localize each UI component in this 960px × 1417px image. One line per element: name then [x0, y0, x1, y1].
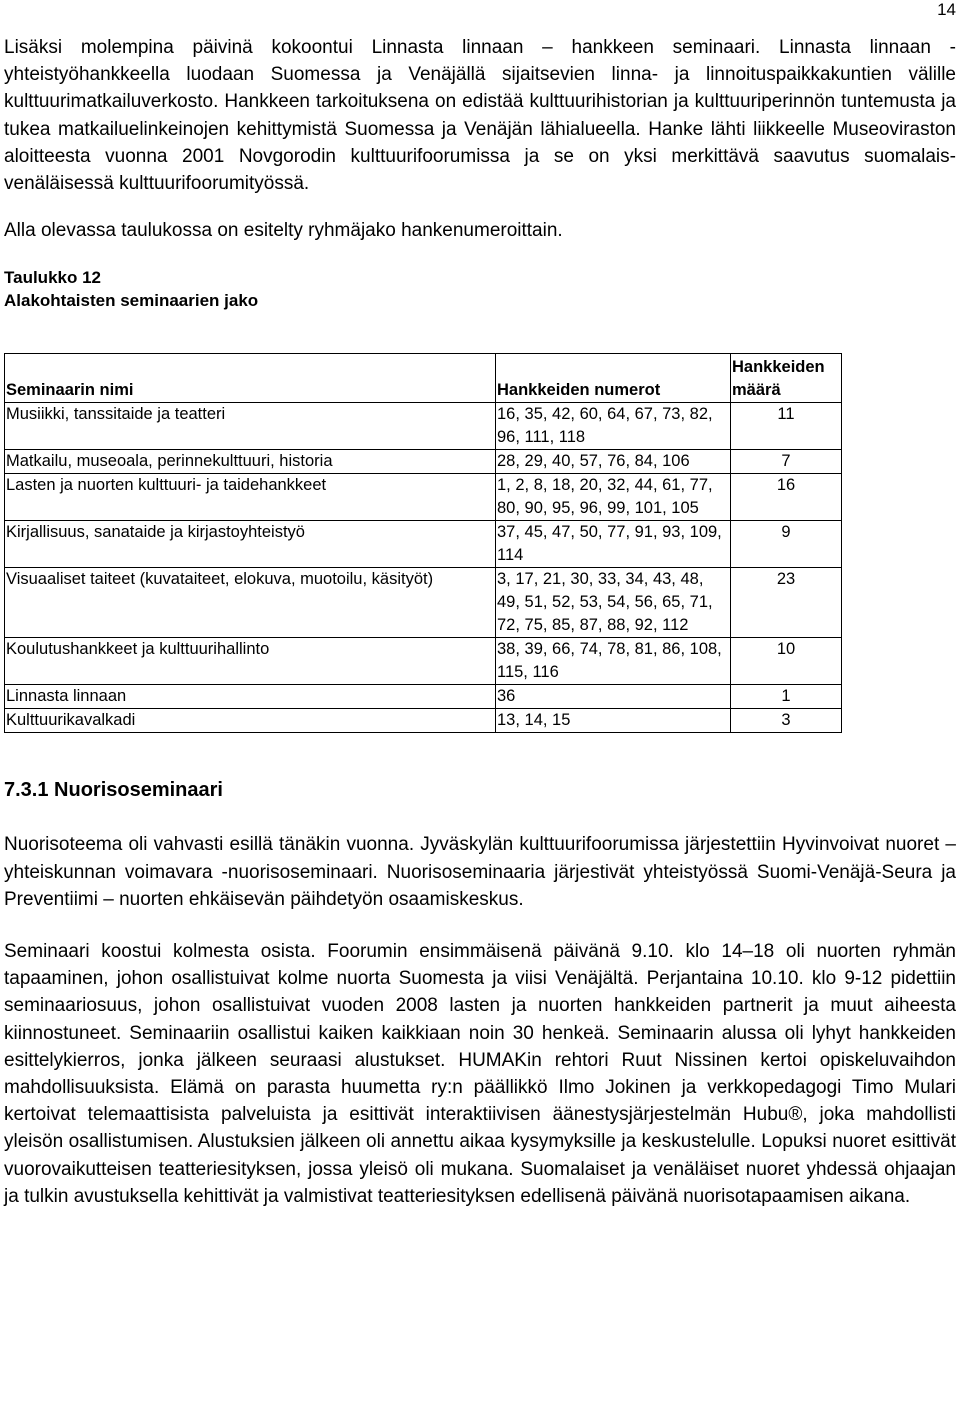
project-count: 9: [731, 521, 842, 568]
project-count: 23: [731, 568, 842, 638]
table-caption-number: Taulukko 12: [4, 268, 101, 288]
table-caption: [4, 266, 956, 312]
project-numbers: 36: [496, 685, 731, 709]
project-count: 10: [731, 638, 842, 685]
project-count: 7: [731, 450, 842, 474]
seminar-name: Visuaaliset taiteet (kuvataiteet, elokuva, muotoilu, käsityöt): [5, 568, 496, 638]
project-numbers: 16, 35, 42, 60, 64, 67, 73, 82, 96, 111, 118: [496, 403, 731, 450]
body-paragraph-1: Nuorisoteema oli vahvasti esillä tänäkin vuonna. Jyväskylän kulttuurifoorumissa järjestettiin Hyvinvoivat nuoret – yhteiskunnan voimavara -nuorisoseminaari. Nuorisoseminaaria järjestivät yhteistyössä Suomi-Venäjä-Seura ja Preventiimi – nuorten ehkäisevän päihdetyön osaamiskeskus.: [4, 834, 956, 910]
project-count: 1: [731, 685, 842, 709]
table-row: [5, 638, 842, 685]
project-numbers: 28, 29, 40, 57, 76, 84, 106: [496, 450, 731, 474]
seminar-name: Kirjallisuus, sanataide ja kirjastoyhteistyö: [5, 521, 496, 568]
table-row: [5, 709, 842, 733]
seminar-name: Matkailu, museoala, perinnekulttuuri, historia: [5, 450, 496, 474]
body-paragraph-2: Seminaari koostui kolmesta osista. Foorumin ensimmäisenä päivänä 9.10. klo 14–18 oli nuorten ryhmän tapaaminen, johon osallistuivat kolme nuorta Suomesta ja viisi Venäjältä. Perjantaina 10.10. klo 9-12 pidettiin seminaariosuus, johon osallistuivat vuoden 2008 lasten ja nuorten hankkeiden partnerit ja muut aiheesta kiinnostuneet. Seminaariin osallistui kaiken kaikkiaan noin 30 henkeä. Seminaarin alussa oli lyhyt hankkeiden esittelykierros, jonka jälkeen seuraasi alustukset. HUMAKin rehtori Ruut Nissinen kertoi opiskeluvaihdon mahdollisuuksista. Elämä on parasta huumetta ry:n päällikkö Ilmo Jokinen ja verkkopedagogi Timo Mulari kertoivat telemaattisista palveluista ja esittivät interaktiivisen äänestysjärjestelmän Hubu®, joka mahdollisti yleisön osallistumisen. Alustuksien jälkeen oli annettu aikaa kysymyksille ja keskustelulle. Lopuksi nuoret esittivät vuorovaikutteisen teatteriesityksen, jossa yleisö oli mukana. Suomalaiset ja venäläiset nuoret yhdessä ohjaajan ja tulkin avustuksella kehittivät ja valmistivat teatteriesityksen edellisenä päivänä nuorisotapaamisen aikana.: [4, 941, 956, 1207]
page-number: 14: [937, 0, 956, 19]
seminar-name: Koulutushankkeet ja kulttuurihallinto: [5, 638, 496, 685]
header-project-numbers: Hankkeiden numerot: [496, 354, 731, 403]
table-row: [5, 403, 842, 450]
header-project-count: Hankkeiden määrä: [731, 354, 842, 403]
table-row: [5, 521, 842, 568]
table-row: [5, 685, 842, 709]
project-numbers: 1, 2, 8, 18, 20, 32, 44, 61, 77, 80, 90, 95, 96, 99, 101, 105: [496, 474, 731, 521]
seminar-name: Musiikki, tanssitaide ja teatteri: [5, 403, 496, 450]
table-row: [5, 568, 842, 638]
project-count: 11: [731, 403, 842, 450]
table-row: [5, 450, 842, 474]
section-heading: 7.3.1 Nuorisoseminaari: [4, 779, 223, 802]
table-header-row: [5, 354, 842, 403]
document-body: [4, 34, 956, 1210]
header-seminar-name: Seminaarin nimi: [5, 354, 496, 403]
table-row: [5, 474, 842, 521]
seminar-name: Linnasta linnaan: [5, 685, 496, 709]
seminar-name: Lasten ja nuorten kulttuuri- ja taidehankkeet: [5, 474, 496, 521]
project-numbers: 3, 17, 21, 30, 33, 34, 43, 48, 49, 51, 52, 53, 54, 56, 65, 71, 72, 75, 85, 87, 88, 92, 112: [496, 568, 731, 638]
project-count: 16: [731, 474, 842, 521]
table-note: Alla olevassa taulukossa on esitelty ryhmäjako hankenumeroittain.: [4, 220, 563, 242]
seminar-table: [4, 353, 842, 733]
seminar-name: Kulttuurikavalkadi: [5, 709, 496, 733]
project-numbers: 37, 45, 47, 50, 77, 91, 93, 109, 114: [496, 521, 731, 568]
intro-paragraph: Lisäksi molempina päivinä kokoontui Linnasta linnaan – hankkeen seminaari. Linnasta linnaan -yhteistyöhankkeella luodaan Suomessa ja Venäjällä sijaitsevien linna- ja linnoituspaikkakuntien välille kulttuurimatkailuverkosto. Hankkeen tarkoituksena on edistää kulttuurihistorian ja kulttuuriperinnön tuntemusta ja tukea matkailuelinkeinojen kehittymistä Suomessa ja Venäjän lähialueella. Hanke lähti liikkeelle Museoviraston aloitteesta vuonna 2001 Novgorodin kulttuurifoorumissa ja se on yksi merkittävä saavutus suomalais-venäläisessä kulttuurifoorumityössä.: [4, 37, 956, 195]
project-count: 3: [731, 709, 842, 733]
project-numbers: 38, 39, 66, 74, 78, 81, 86, 108, 115, 116: [496, 638, 731, 685]
table-caption-title: Alakohtaisten seminaarien jako: [4, 291, 259, 311]
project-numbers: 13, 14, 15: [496, 709, 731, 733]
